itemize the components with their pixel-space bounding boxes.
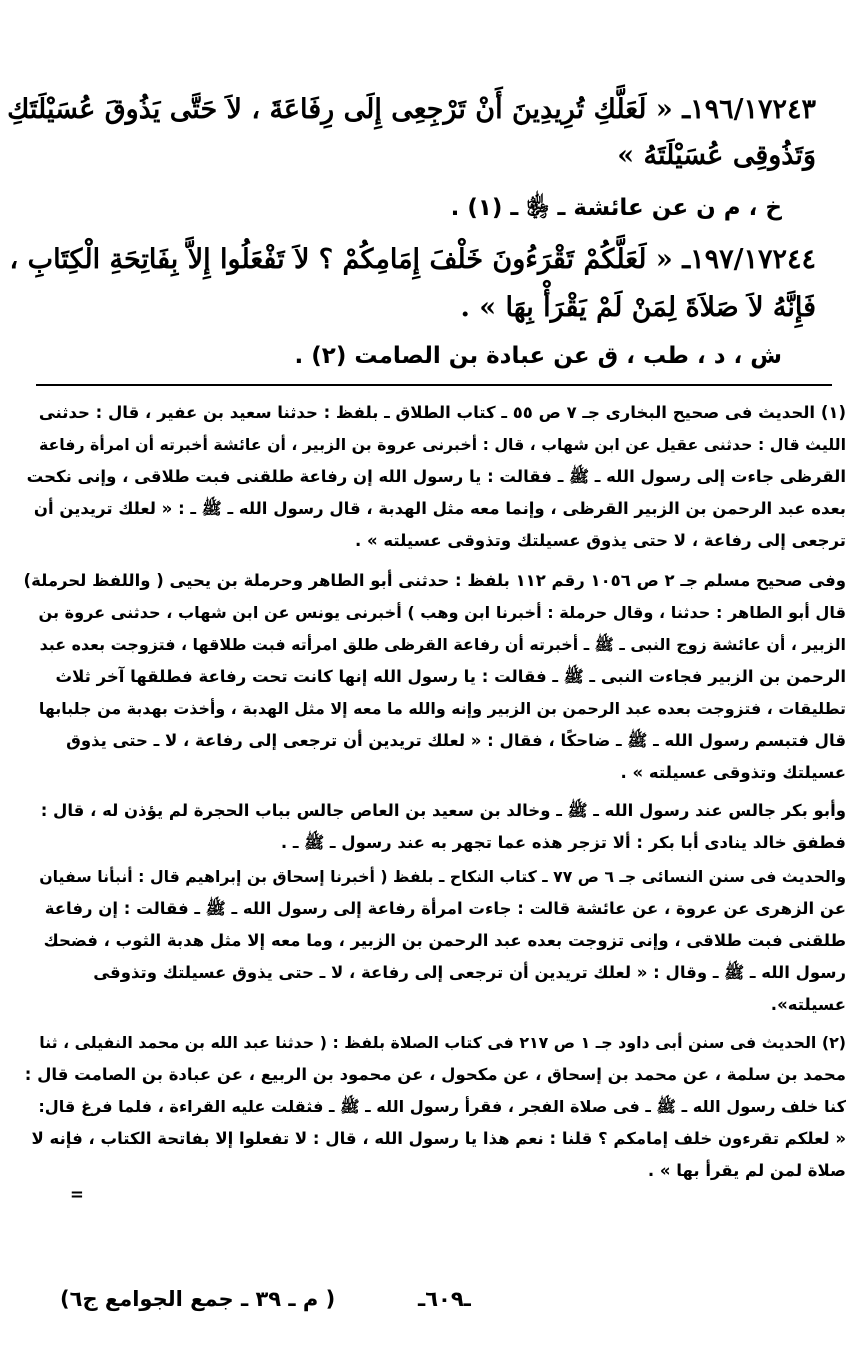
- footnote-1-line: ترجعى إلى رفاعة ، لا حتى يذوق عسيلتك وتذوقى عسيلته » .: [354, 531, 846, 550]
- footnote-1-line: وفى صحيح مسلم جـ ٢ ص ١٠٥٦ رقم ١١٢ بلفظ : حدثنى أبو الطاهر وحرملة بن يحيى ( واللفظ لحرملة): [23, 571, 846, 590]
- hadith-196-line-1: ١٩٦/١٧٢٤٣ـ « لَعَلَّكِ تُرِيدِينَ أَنْ تَرْجِعِى إِلَى رِفَاعَةَ ، لاَ حَتَّى يَذُوقَ عُسَيْلَتَكِ: [7, 94, 816, 125]
- footnote-1-line: القرظى جاءت إلى رسول الله ـ ﷺ ـ فقالت : يا رسول الله إن رفاعة طلقنى فبت طلاقى ، وإنى نكحت: [26, 467, 846, 486]
- footnote-separator: [36, 384, 832, 386]
- footnote-1-line: قال أبو الطاهر : حدثنا ، وقال حرملة : أخبرنا ابن وهب ) أخبرنى يونس عن ابن شهاب ، حدثنى عروة بن: [38, 603, 846, 622]
- footnote-1-line: قال فتبسم رسول الله ـ ﷺ ـ ضاحكًا ، فقال : « لعلك تريدين أن ترجعى إلى رفاعة ، لا ـ حتى يذوق: [66, 731, 846, 750]
- footnote-2-line: « لعلكم تقرءون خلف إمامكم ؟ قلنا : نعم هذا يا رسول الله ، قال : لا تفعلوا إلا بفاتحة الكتاب ، فإنه لا: [31, 1129, 846, 1148]
- footnote-2-line: صلاة لمن لم يقرأ بها » .: [647, 1161, 846, 1180]
- hadith-197-line-1: ١٩٧/١٧٢٤٤ـ « لَعَلَّكُمْ تَقْرَءُونَ خَلْفَ إِمَامِكُمْ ؟ لاَ تَفْعَلُوا إِلاَّ بِفَاتِحَةِ الْكِتَابِ ،: [9, 244, 816, 275]
- hadith-196-source: خ ، م ن عن عائشة ـ ﵂ ـ (١) .: [450, 195, 782, 221]
- page-number: ـ٦٠٩ـ: [418, 1287, 471, 1311]
- footnote-1-line: الرحمن بن الزبير فجاءت النبى ـ ﷺ ـ فقالت : يا رسول الله إنها كانت تحت رفاعة فطلقها آخر ثلاث: [55, 667, 846, 686]
- footnote-2-line: (٢) الحديث فى سنن أبى داود جـ ١ ص ٢١٧ فى كتاب الصلاة بلفظ : ( حدثنا عبد الله بن محمد النفيلى ، ثنا: [39, 1033, 846, 1052]
- footnote-1-line: الزبير ، أن عائشة زوج النبى ـ ﷺ ـ أخبرته أن رفاعة القرظى طلق امرأته فبت طلاقها ، فتزوجت بعده عبد: [39, 635, 846, 654]
- footnote-1-line: بعده عبد الرحمن بن الزبير القرظى ، وإنما معه مثل الهدبة ، قال رسول الله ـ ﷺ ـ : « لعلك تريدين أن: [33, 499, 846, 518]
- book-signature: ( م ـ ٣٩ ـ جمع الجوامع ج٦): [60, 1287, 336, 1311]
- hadith-197-line-2: فَإِنَّهُ لاَ صَلاَةَ لِمَنْ لَمْ يَقْرَأْ بِهَا » .: [460, 292, 816, 323]
- footnote-1-line: عسيلته».: [770, 995, 846, 1014]
- footnote-1-line: طلقنى فبت طلاقى ، وإنى تزوجت بعده عبد الرحمن بن الزبير ، وما معه إلا مثل هدبة الثوب ، فضحك: [43, 931, 846, 950]
- hadith-197-source: ش ، د ، طب ، ق عن عبادة بن الصامت (٢) .: [294, 343, 782, 369]
- footnote-1-line: رسول الله ـ ﷺ ـ وقال : « لعلك تريدين أن ترجعى إلى رفاعة ، لا ـ حتى يذوق عسيلتك وتذوقى: [93, 963, 846, 982]
- footnote-1-line: فطفق خالد ينادى أبا بكر : ألا تزجر هذه عما تجهر به عند رسول ـ ﷺ ـ .: [280, 833, 846, 852]
- footnote-2-continuation-mark: =: [70, 1185, 84, 1204]
- footnote-1-line: الليث قال : حدثنى عقيل عن ابن شهاب ، قال : أخبرنى عروة بن الزبير ، أن عائشة أخبرته أن امرأة رفاعة: [38, 435, 846, 454]
- footnote-2-line: محمد بن سلمة ، عن محمد بن إسحاق ، عن مكحول ، عن محمود بن الربيع ، عن عبادة بن الصامت قال :: [24, 1065, 846, 1084]
- footnote-1-line: وأبو بكر جالس عند رسول الله ـ ﷺ ـ وخالد بن سعيد بن العاص جالس بباب الحجرة لم يؤذن له ، قال :: [40, 801, 846, 820]
- footnote-1-line: عسيلتك وتذوقى عسيلته » .: [620, 763, 846, 782]
- footnote-1-line: عن الزهرى عن عروة ، عن عائشة قالت : جاءت امرأة رفاعة إلى رسول الله ـ ﷺ ـ فقالت : إن رفاعة: [44, 899, 846, 918]
- footnote-1-line: والحديث فى سنن النسائى جـ ٦ ص ٧٧ ـ كتاب النكاح ـ بلفظ ( أخبرنا إسحاق بن إبراهيم قال : أنبأنا سفيان: [39, 867, 846, 886]
- footnote-1-line: (١) الحديث فى صحيح البخارى جـ ٧ ص ٥٥ ـ كتاب الطلاق ـ بلفظ : حدثنا سعيد بن عفير ، قال : حدثنى: [38, 403, 846, 422]
- hadith-196-line-2: وَتَذُوقِى عُسَيْلَتَهُ »: [617, 140, 816, 171]
- footnote-2-line: كنا خلف رسول الله ـ ﷺ ـ فى صلاة الفجر ، فقرأ رسول الله ـ ﷺ ـ فثقلت عليه القراءة ، فلما فرغ قال:: [38, 1097, 846, 1116]
- footnote-1-line: تطليقات ، فتزوجت بعده عبد الرحمن بن الزبير وإنه والله ما معه إلا مثل الهدبة ، وأخذت بهدبة من جلبابها: [38, 699, 846, 718]
